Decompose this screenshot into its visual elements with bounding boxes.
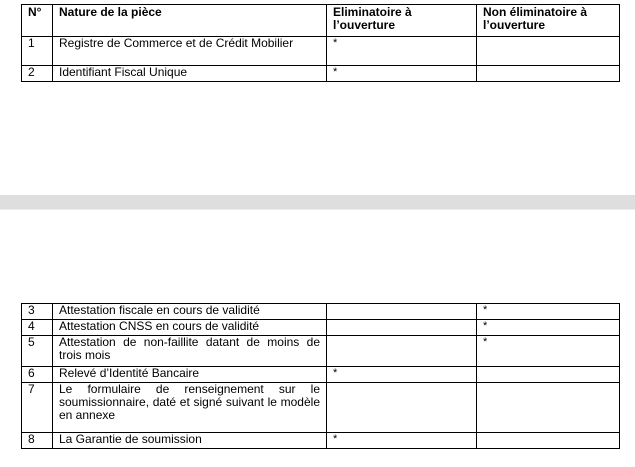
row-eliminatoire-mark: * <box>327 37 477 66</box>
row-eliminatoire-mark <box>327 320 477 336</box>
row-nature: Registre de Commerce et de Crédit Mobilier <box>53 37 327 66</box>
row-num: 1 <box>22 37 53 66</box>
table-row <box>22 37 620 66</box>
row-nature: Attestation de non-faillite datant de moins de trois mois <box>53 336 327 367</box>
row-eliminatoire-mark <box>327 383 477 433</box>
table-row <box>22 304 620 320</box>
row-nature: La Garantie de soumission <box>53 433 327 449</box>
row-nature: Attestation fiscale en cours de validité <box>53 304 327 320</box>
header-nature: Nature de la pièce <box>53 5 327 37</box>
header-num: N° <box>22 5 53 37</box>
row-non-eliminatoire-mark <box>477 37 620 66</box>
row-num: 6 <box>22 367 53 383</box>
table-row <box>22 433 620 449</box>
row-non-eliminatoire-mark <box>477 383 620 433</box>
row-num: 8 <box>22 433 53 449</box>
page-break-divider <box>0 209 635 210</box>
row-non-eliminatoire-mark: * <box>477 304 620 320</box>
row-eliminatoire-mark <box>327 336 477 367</box>
row-num: 3 <box>22 304 53 320</box>
row-nature: Relevé d’Identité Bancaire <box>53 367 327 383</box>
header-non-eliminatoire: Non éliminatoire à l’ouverture <box>477 5 620 37</box>
table-row <box>22 320 620 336</box>
table-header-row <box>22 5 620 37</box>
row-eliminatoire-mark: * <box>327 433 477 449</box>
row-eliminatoire-mark: * <box>327 66 477 82</box>
table-row <box>22 66 620 82</box>
row-non-eliminatoire-mark <box>477 367 620 383</box>
row-eliminatoire-mark: * <box>327 367 477 383</box>
row-nature: Le formulaire de renseignement sur le soumissionnaire, daté et signé suivant le modèle en annexe <box>53 383 327 433</box>
row-nature: Attestation CNSS en cours de validité <box>53 320 327 336</box>
row-num: 2 <box>22 66 53 82</box>
row-num: 7 <box>22 383 53 433</box>
row-non-eliminatoire-mark <box>477 66 620 82</box>
table-row <box>22 336 620 367</box>
row-non-eliminatoire-mark: * <box>477 320 620 336</box>
documents-table-page-2 <box>21 303 620 449</box>
row-non-eliminatoire-mark <box>477 433 620 449</box>
row-num: 5 <box>22 336 53 367</box>
row-nature: Identifiant Fiscal Unique <box>53 66 327 82</box>
row-eliminatoire-mark <box>327 304 477 320</box>
table-row <box>22 367 620 383</box>
documents-table-page-1 <box>21 4 620 82</box>
row-num: 4 <box>22 320 53 336</box>
header-eliminatoire: Eliminatoire à l’ouverture <box>327 5 477 37</box>
table-row <box>22 383 620 433</box>
page-break-band <box>0 195 635 209</box>
row-non-eliminatoire-mark: * <box>477 336 620 367</box>
